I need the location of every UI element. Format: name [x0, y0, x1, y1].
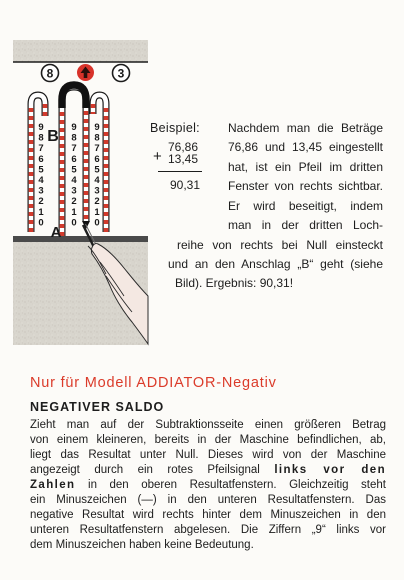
scale-digit: 0: [71, 217, 77, 229]
scale-digit: 7: [71, 143, 77, 155]
scale-digit: 8: [71, 132, 77, 144]
example-line: man in der dritten Loch-: [228, 218, 383, 232]
scale-digit: 1: [71, 206, 77, 218]
example-line: hat, ist ein Pfeil im dritten: [228, 160, 383, 174]
scale-digit: 0: [94, 217, 100, 229]
scale-digit: 4: [94, 175, 100, 186]
scale-digit: 5: [71, 164, 77, 176]
scale-digit: 3: [71, 185, 77, 197]
plus-sign: +: [153, 148, 162, 165]
window-digit-right: 3: [117, 66, 125, 81]
emphasis-text: links vor den: [274, 464, 386, 476]
model-heading-prefix: Nur für Modell: [30, 375, 133, 391]
window-digit-left: 8: [46, 66, 54, 81]
paragraph-line: ein Minuszeichen (—) in den unteren Resultatfenstern. Das: [30, 494, 386, 506]
result-window-left: [42, 65, 59, 82]
bottom-bar: [13, 236, 148, 242]
scale-digit: 1: [94, 206, 100, 218]
result-window-center: [77, 64, 94, 81]
paragraph-line: Zahlen in den oberen Resultatfenstern. Gleichzeitig steht: [30, 479, 386, 491]
scale-digit: 6: [38, 153, 44, 165]
paragraph-line: dem Minuszeichen haben keine Bedeutung.: [30, 539, 254, 551]
example-line: und an den Anschlag „B“ geht (siehe: [168, 257, 383, 271]
paragraph-line: von einem kleineren, bereits in der Maschine befindlichen, ab,: [30, 434, 386, 446]
stylus-guide-hook: [62, 85, 86, 108]
sum-line: [158, 171, 202, 172]
scale-digit: 2: [38, 196, 44, 208]
top-surface: [13, 40, 148, 62]
example-line: Er wird beseitigt, indem: [228, 199, 383, 213]
scale-digit: 2: [94, 196, 100, 208]
example-result: 90,31: [170, 178, 201, 192]
model-name: ADDIATOR-Negativ: [136, 375, 277, 391]
scale-digit: 0: [38, 217, 44, 229]
paragraph-line: negative Resultat wird rechts hinter dem Minuszeichen in den: [30, 509, 386, 521]
paragraph-line: unteren Resultatfenstern abgelesen. Die Ziffern „9“ links vor: [30, 524, 386, 536]
scale-digit: 6: [94, 153, 100, 165]
scale-digit: 4: [38, 175, 44, 186]
example-line: Nachdem man die Beträge: [228, 121, 383, 135]
operand-2: 13,45: [168, 152, 199, 166]
scale-digit: 9: [38, 122, 44, 133]
scale-digit: 3: [94, 185, 100, 197]
scale-digit: 5: [38, 164, 44, 176]
result-window-right: [113, 65, 130, 82]
label-a: A: [50, 224, 62, 241]
scale-digit: 3: [38, 185, 44, 197]
scale-digit: 9: [71, 122, 77, 133]
paragraph-line: angezeigt durch ein rotes Pfeilsignal links vor den: [30, 464, 386, 476]
scale-digit: 5: [94, 164, 100, 176]
scale-digit: 6: [71, 153, 77, 165]
example-label: Beispiel:: [150, 121, 200, 135]
example-line: 76,86 und 13,45 eingestellt: [228, 140, 383, 154]
paragraph-line: Zieht man auf der Subtraktionsseite einen größeren Betrag: [30, 419, 386, 431]
addiator-illustration: [0, 0, 150, 350]
scale-digit: 9: [94, 122, 100, 133]
example-line: reihe von rechts bei Null einsteckt: [177, 238, 383, 252]
label-b: B: [47, 128, 59, 145]
scale-digit: 8: [38, 132, 44, 144]
scale-digit: 4: [71, 175, 77, 186]
scale-digit: 7: [38, 143, 44, 155]
scale-digit: 1: [38, 206, 44, 218]
example-line: Bild). Ergebnis: 90,31!: [175, 276, 294, 290]
section-subheading: NEGATIVER SALDO: [30, 400, 165, 414]
operand-1: 76,86: [168, 140, 199, 154]
example-line: Fenster von rechts sichtbar.: [228, 179, 383, 193]
model-heading: [30, 374, 277, 392]
scale-digit: 8: [94, 132, 100, 144]
scale-digit: 2: [71, 196, 77, 208]
emphasis-text: Zahlen: [30, 479, 76, 491]
scale-digit: 7: [94, 143, 100, 155]
paragraph-line: liegt das Resultat unter Null. Dieses wird von der Maschine: [30, 449, 386, 461]
